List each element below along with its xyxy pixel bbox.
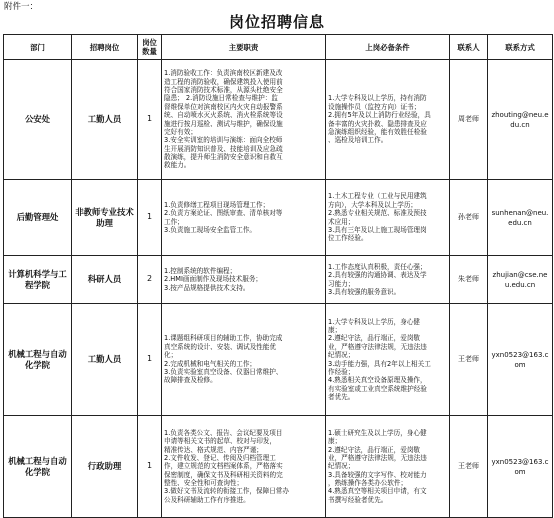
requirement-line: 1.大学专科及以上学历，持有消防 — [328, 94, 427, 103]
requirement-line: 作经验； — [328, 367, 355, 376]
duties-cell — [162, 416, 326, 518]
requirement-line: ，熟练操作各类办公软件； — [328, 479, 408, 488]
count-cell: 1 — [138, 180, 162, 256]
duties-cell — [162, 304, 326, 416]
contact-person-cell: 王老师 — [450, 416, 488, 518]
requirement-line: 4.熟悉真空等相关项目申请，有文 — [328, 487, 427, 496]
requirements-cell — [326, 416, 450, 518]
requirement-line: 急演练组织经验，能有效胜任检验 — [328, 127, 427, 136]
duty-line: 符合国家消防技术标准，从源头杜绝安全 — [164, 86, 283, 95]
duty-line: 2.HMI画面制作及现场技术服务； — [164, 275, 263, 284]
duty-line: 工作； — [164, 217, 184, 226]
duty-line: 作，建立规范的文档档案体系，严格落实 — [164, 462, 283, 471]
requirement-line: 书撰写经验者优先。 — [328, 495, 388, 504]
header-department: 部门 — [4, 35, 72, 60]
header-duties: 主要职责 — [162, 35, 326, 60]
requirement-line: 有实验室或工业真空系统维护经验 — [328, 384, 427, 393]
count-cell: 1 — [138, 60, 162, 180]
requirement-line: 备丰富的火灾扑救、隐患排查及应 — [328, 119, 427, 128]
duty-line: 隐患； 2.消防设施日常检查与维护：监 — [164, 94, 278, 103]
recruitment-table — [3, 34, 553, 518]
requirement-line: 位工作经验。 — [328, 234, 368, 243]
contact-person-cell: 王老师 — [450, 304, 488, 416]
requirement-line: 1.硕士研究生及以上学历，身心健 — [328, 428, 427, 437]
position-cell: 工勤人员 — [72, 304, 138, 416]
duty-line: 1.消防验收工作：负责滨南校区新建及改 — [164, 69, 283, 78]
duty-line: 化； — [164, 351, 178, 360]
requirement-line: 3.具有较强的服务意识。 — [328, 287, 401, 296]
duty-line: 2.文件收发、登记、传阅及归档管理工 — [164, 453, 276, 462]
contact-person-cell: 周老师 — [450, 60, 488, 180]
duty-line: 故障排查及检修。 — [164, 376, 217, 385]
requirement-line: 业，严格遵守法律法规，无违法违 — [328, 453, 427, 462]
requirement-line: 1.工作态度认真积极，责任心强； — [328, 262, 427, 271]
table-row — [4, 180, 553, 256]
duty-line: 生开展消防知识普及、技能培训及应急疏 — [164, 144, 283, 153]
department-cell: 机械工程与自动化学院 — [4, 304, 72, 416]
duty-line: 真空系统的设计、安装、调试及性能优 — [164, 342, 277, 351]
contact-email[interactable]: yxn0523@163.com — [488, 304, 553, 416]
requirement-line: 1.土木工程专业（工业与民用建筑 — [328, 192, 427, 201]
requirement-line: 方向），大学本科及以上学历； — [328, 200, 418, 209]
contact-person-cell: 朱老师 — [450, 256, 488, 304]
duty-line: 3.做好文书及流转的衔接工作，保障日常办 — [164, 487, 289, 496]
page-title: 岗位招聘信息 — [228, 13, 325, 31]
duty-line: 完好有效； — [164, 127, 197, 136]
requirement-line: 2.遵纪守法，品行端正，爱岗敬 — [328, 445, 421, 454]
count-cell: 1 — [138, 304, 162, 416]
department-cell: 机械工程与自动化学院 — [4, 416, 72, 518]
requirement-line: 纪情况； — [328, 351, 355, 360]
requirements-cell — [326, 60, 450, 180]
duty-line: 精准传达、格式规范、内容严谨； — [164, 445, 263, 454]
requirement-line: 康； — [328, 326, 342, 335]
duty-line: 1.负责各类公文、报告、会议纪要及项目 — [164, 428, 283, 437]
table-row — [4, 304, 553, 416]
duty-line: 2.完成机械和电气相关的工作； — [164, 359, 257, 368]
table-header-row — [4, 35, 553, 60]
header-count: 岗位数量 — [138, 35, 162, 60]
requirement-line: 纪情况； — [328, 462, 355, 471]
requirement-line: 2.熟悉专业相关规范、标准及预技 — [328, 209, 427, 218]
department-cell: 后勤管理处 — [4, 180, 72, 256]
requirement-line: 业，严格遵守法律法规，无违法违 — [328, 342, 427, 351]
duty-line: 3.负责实验室真空设备、仪器日常维护、 — [164, 367, 283, 376]
duty-line: 3.安全实训室的培训与演练：面向全校师 — [164, 136, 283, 145]
position-cell: 工勤人员 — [72, 60, 138, 180]
requirements-cell — [326, 256, 450, 304]
contact-person-cell: 孙老师 — [450, 180, 488, 256]
requirement-line: 3.具备较强的文字写作、校对能力 — [328, 470, 427, 479]
requirement-line: 3.动手能力强，具有2年以上相关工 — [328, 359, 431, 368]
requirement-line: 术应用； — [328, 217, 355, 226]
duty-line: 施进行按月巡检、测试与维护，确保设施 — [164, 119, 283, 128]
requirement-line: 者优先。 — [328, 392, 355, 401]
duties-cell — [162, 60, 326, 180]
table-row — [4, 256, 553, 304]
header-contact: 联系人 — [450, 35, 488, 60]
requirement-line: 2.遵纪守法，品行端正，爱岗敬 — [328, 334, 421, 343]
header-method: 联系方式 — [488, 35, 553, 60]
table-row — [4, 416, 553, 518]
header-requirements: 上岗必备条件 — [326, 35, 450, 60]
requirements-cell — [326, 180, 450, 256]
requirement-line: 3.具有三年及以上施工现场管理岗 — [328, 225, 427, 234]
duties-cell — [162, 256, 326, 304]
duty-line: 1.控制系统的软件编程； — [164, 266, 237, 275]
count-cell: 2 — [138, 256, 162, 304]
duty-line: 整性、安全性和可查询性； — [164, 479, 244, 488]
requirement-line: 2.拥有5年及以上消防行业经验，具 — [328, 111, 431, 120]
contact-email[interactable]: sunhenan@neu.edu.cn — [488, 180, 553, 256]
requirement-line: 设施操作员（监控方向）证书； — [328, 102, 421, 111]
position-cell: 行政助理 — [72, 416, 138, 518]
table-row — [4, 60, 553, 180]
duty-line: 2.负责方案论证、图纸审查、清单核对等 — [164, 209, 283, 218]
duty-line: 申请等相关文书的起草、校对与印发， — [164, 437, 277, 446]
duty-line: 保密制度，确保文书及科研相关资料的完 — [164, 470, 283, 479]
contact-email[interactable]: zhujian@cse.neu.edu.cn — [488, 256, 553, 304]
contact-email[interactable]: yxn0523@163.com — [488, 416, 553, 518]
duty-line: 造工程的消防验收，确保建筑投入使用前 — [164, 77, 283, 86]
duty-line: 督维保单位对滨南校区内火灾自动报警系 — [164, 102, 283, 111]
annex-label: 附件一： — [4, 2, 39, 12]
duty-line: 统、自动喷水灭火系统、消火栓系统等设 — [164, 111, 283, 120]
requirement-line: 2.具有较强的沟通协调、表达及学 — [328, 271, 427, 280]
duty-line: 公及科研辅助工作有序推进。 — [164, 495, 250, 504]
duty-line: 1.负责修缮工程项目现场管理工作； — [164, 200, 270, 209]
requirements-cell — [326, 304, 450, 416]
position-cell: 非教师专业技术助理 — [72, 180, 138, 256]
duty-line: 3.按产品规格提供技术支持。 — [164, 283, 250, 292]
requirement-line: 4.熟悉相关真空设备原理及操作， — [328, 376, 427, 385]
duties-cell — [162, 180, 326, 256]
duty-line: 1.课题组科研项目的辅助工作，协助完成 — [164, 334, 283, 343]
department-cell: 公安处 — [4, 60, 72, 180]
duty-line: 救能力。 — [164, 161, 191, 170]
department-cell: 计算机科学与工程学院 — [4, 256, 72, 304]
requirement-line: 习能力； — [328, 279, 355, 288]
count-cell: 1 — [138, 416, 162, 518]
requirement-line: 、巡检及培训工作。 — [328, 136, 388, 145]
position-cell: 科研人员 — [72, 256, 138, 304]
duty-line: 散演练，提升师生消防安全意识和自救互 — [164, 152, 283, 161]
requirement-line: 康； — [328, 437, 342, 446]
duty-line: 3.负责施工现场安全监管工作。 — [164, 225, 257, 234]
contact-email[interactable]: zhouting@neu.edu.cn — [488, 60, 553, 180]
header-position: 招聘岗位 — [72, 35, 138, 60]
requirement-line: 1.大学专科及以上学历，身心健 — [328, 317, 421, 326]
